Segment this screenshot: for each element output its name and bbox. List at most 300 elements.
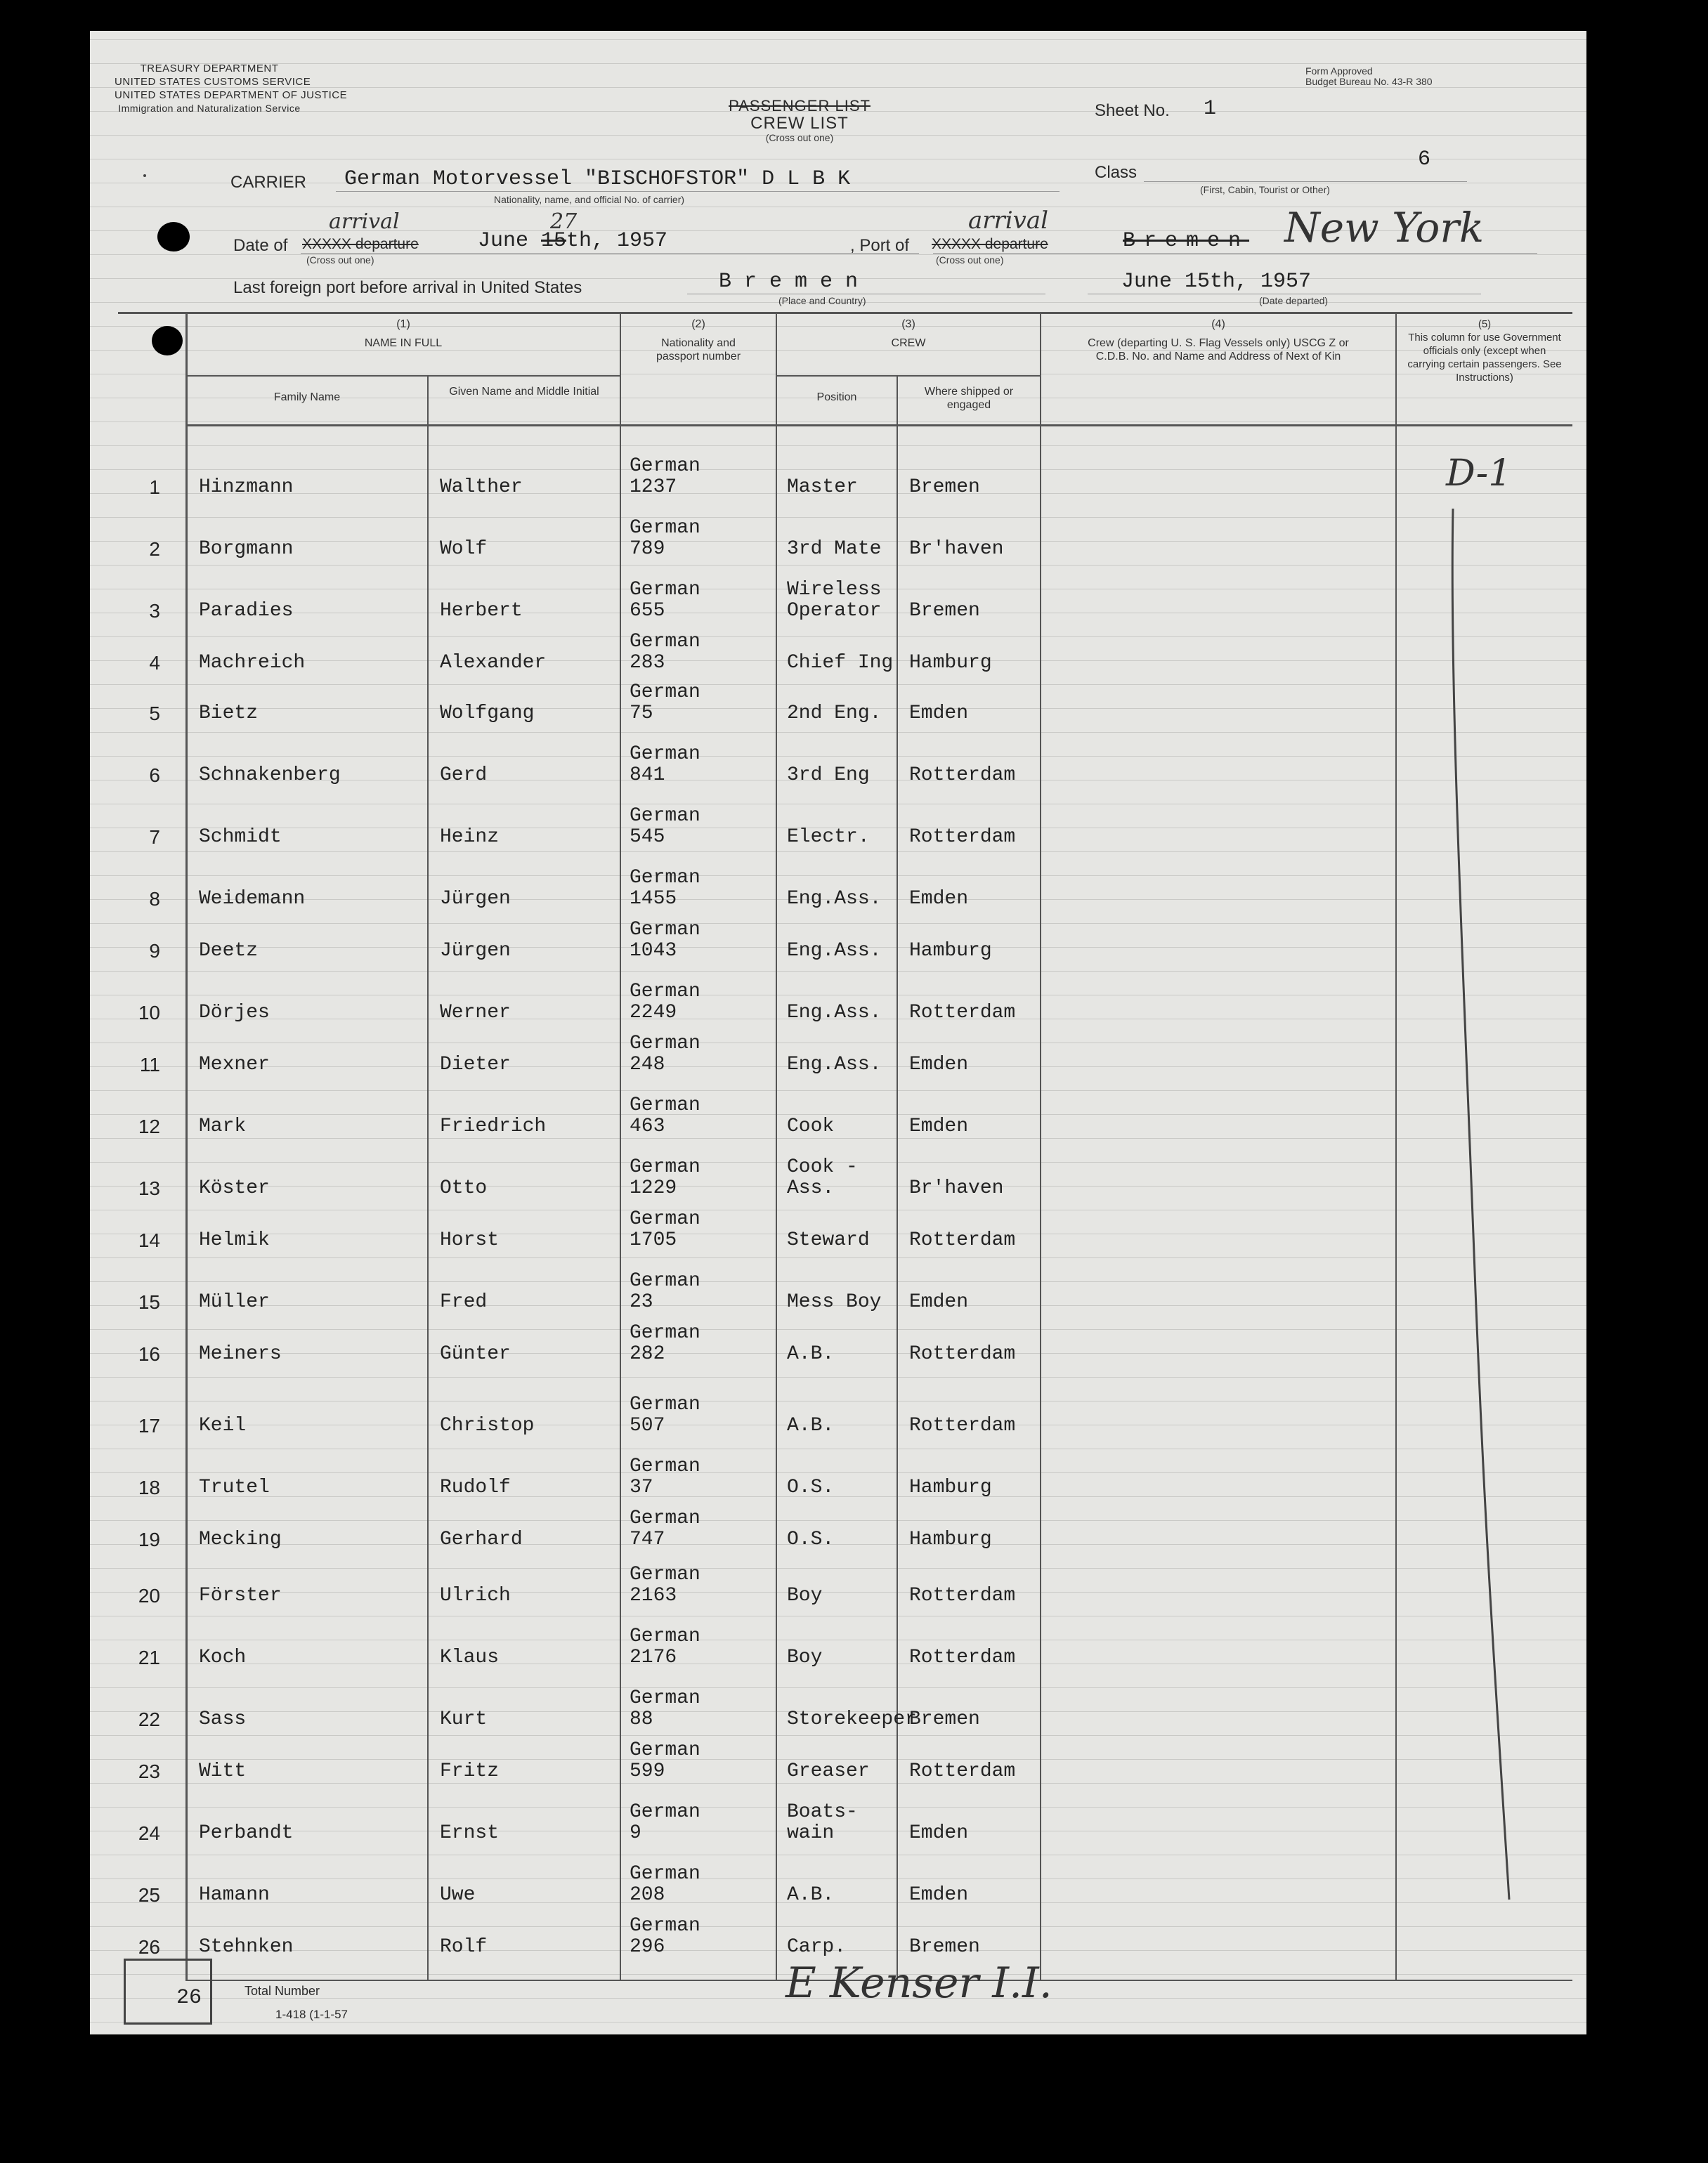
family-name: Keil — [199, 1415, 247, 1437]
port-departure-struck: XXXXX departure — [932, 236, 1048, 252]
nationality: German — [630, 867, 700, 889]
passport-number: 2176 — [630, 1647, 677, 1668]
agency-line: Immigration and Naturalization Service — [118, 103, 301, 114]
ruled-line — [90, 1759, 1586, 1760]
passport-number: 208 — [630, 1884, 665, 1906]
where-shipped: Hamburg — [909, 940, 992, 962]
nationality: German — [630, 517, 700, 539]
given-name: Walther — [440, 476, 523, 498]
position: Storekeeper — [787, 1708, 917, 1730]
where-shipped: Rotterdam — [909, 1415, 1016, 1437]
nationality: German — [630, 631, 700, 653]
date-day-handwritten: 27 — [550, 209, 578, 234]
ruled-line — [90, 1329, 1586, 1330]
col-border — [776, 312, 777, 1981]
row-number: 25 — [138, 1884, 160, 1906]
agency-line: TREASURY DEPARTMENT — [140, 63, 279, 74]
form-number: 1-418 (1-1-57 — [275, 2008, 348, 2021]
position: Cook - — [787, 1156, 858, 1178]
ruled-line — [90, 1377, 1586, 1378]
carrier-value: German Motorvessel "BISCHOFSTOR" D L B K — [344, 167, 851, 191]
row-number: 13 — [138, 1177, 160, 1199]
family-name-header: Family Name — [273, 391, 341, 403]
nationality: German — [630, 579, 700, 601]
row-number: 24 — [138, 1822, 160, 1844]
given-name: Klaus — [440, 1647, 500, 1668]
position: O.S. — [787, 1529, 835, 1550]
position: A.B. — [787, 1415, 835, 1437]
carrier-label: CARRIER — [230, 173, 307, 192]
passport-number: 2249 — [630, 1002, 677, 1024]
ruled-line — [90, 875, 1586, 876]
ruled-line — [90, 565, 1586, 566]
family-name: Schnakenberg — [199, 764, 341, 786]
passport-number: 1229 — [630, 1177, 677, 1199]
given-name: Rolf — [440, 1936, 488, 1958]
budget-bureau: Budget Bureau No. 43-R 380 — [1305, 76, 1433, 87]
row-number: 23 — [138, 1760, 160, 1782]
family-name: Helmik — [199, 1229, 270, 1251]
row-number: 11 — [139, 1054, 160, 1076]
col2-title: Nationality and passport number — [656, 337, 741, 362]
row-number: 3 — [149, 600, 160, 622]
last-port-value: B r e m e n — [719, 270, 859, 294]
passport-number: 75 — [630, 703, 653, 724]
date-year: th, 1957 — [566, 229, 668, 253]
nationality: German — [630, 1863, 700, 1885]
date-month: June — [478, 229, 542, 253]
total-value: 26 — [176, 1986, 202, 2010]
nationality: German — [630, 1270, 700, 1292]
ruled-line — [90, 1353, 1586, 1354]
nationality: German — [630, 805, 700, 827]
position: Eng.Ass. — [787, 1002, 882, 1024]
family-name: Machreich — [199, 652, 306, 674]
family-name: Bietz — [199, 703, 259, 724]
family-name: Koch — [199, 1647, 247, 1668]
last-port-hint: (Place and Country) — [778, 295, 866, 306]
row-number: 14 — [138, 1229, 160, 1251]
family-name: Weidemann — [199, 888, 306, 910]
crew-list-title: CREW LIST — [750, 114, 849, 133]
position: Chief Ing — [787, 652, 894, 674]
where-shipped: Rotterdam — [909, 1343, 1016, 1365]
family-name: Perbandt — [199, 1822, 294, 1844]
where-shipped: Br'haven — [909, 1177, 1004, 1199]
where-shipped: Hamburg — [909, 1529, 992, 1550]
row-number: 16 — [138, 1343, 160, 1365]
passport-number: 1455 — [630, 888, 677, 910]
where-shipped: Rotterdam — [909, 1229, 1016, 1251]
position: Boy — [787, 1585, 823, 1607]
where-shipped: Emden — [909, 1116, 969, 1137]
col-border — [1040, 312, 1041, 1981]
row-number: 15 — [138, 1291, 160, 1313]
nationality: German — [630, 455, 700, 477]
where-shipped: Emden — [909, 1054, 969, 1076]
ruled-line — [90, 1687, 1586, 1688]
family-name: Witt — [199, 1760, 247, 1782]
given-name: Friedrich — [440, 1116, 547, 1137]
where-shipped: Rotterdam — [909, 1647, 1016, 1668]
position: Eng.Ass. — [787, 1054, 882, 1076]
passport-number: 1237 — [630, 476, 677, 498]
row-number: 8 — [149, 888, 160, 910]
ruled-line — [90, 1257, 1586, 1258]
family-name: Deetz — [199, 940, 259, 962]
col5-title: This column for use Government officials only (except when carrying certain passengers. See Instructions) — [1407, 332, 1562, 384]
family-name: Meiners — [199, 1343, 282, 1365]
ruled-line — [90, 636, 1586, 637]
given-name: Günter — [440, 1343, 511, 1365]
form-approved-block — [1305, 66, 1433, 87]
nationality: German — [630, 981, 700, 1002]
position: Boy — [787, 1647, 823, 1668]
col1-header — [187, 318, 620, 350]
given-name: Gerd — [440, 764, 488, 786]
total-box — [124, 1959, 212, 2025]
given-name: Gerhard — [440, 1529, 523, 1550]
family-name: Sass — [199, 1708, 247, 1730]
row-number: 22 — [138, 1708, 160, 1730]
class-value: 6 — [1418, 148, 1431, 171]
date-day-struck: 15 — [541, 229, 567, 253]
given-name: Wolf — [440, 538, 488, 560]
where-shipped: Rotterdam — [909, 826, 1016, 848]
punch-hole — [157, 222, 190, 251]
port-handwritten-value: New York — [1284, 204, 1485, 251]
ruled-line — [90, 1114, 1586, 1115]
position: Carp. — [787, 1936, 847, 1958]
position: Boats- — [787, 1801, 858, 1823]
passport-number: 1705 — [630, 1229, 677, 1251]
position: Steward — [787, 1229, 870, 1251]
position-line2: wain — [787, 1822, 835, 1844]
where-shipped: Rotterdam — [909, 764, 1016, 786]
nationality: German — [630, 1456, 700, 1477]
passport-number: 463 — [630, 1116, 665, 1137]
family-name: Schmidt — [199, 826, 282, 848]
family-name: Mexner — [199, 1054, 270, 1076]
row-number: 1 — [149, 476, 160, 498]
position: Greaser — [787, 1760, 870, 1782]
row-number: 2 — [149, 538, 160, 560]
given-name: Kurt — [440, 1708, 488, 1730]
date-departed-hint: (Date departed) — [1259, 295, 1329, 306]
given-name: Dieter — [440, 1054, 511, 1076]
col5-header — [1397, 318, 1572, 384]
col-border — [427, 375, 429, 1981]
passport-number: 282 — [630, 1343, 665, 1365]
passport-number: 9 — [630, 1822, 641, 1844]
position: Wireless — [787, 579, 882, 601]
family-name: Stehnken — [199, 1936, 294, 1958]
ruled-line — [90, 1568, 1586, 1569]
date-cross-hint: (Cross out one) — [306, 254, 374, 266]
class-label: Class — [1095, 163, 1137, 182]
nationality: German — [630, 1915, 700, 1937]
passport-number: 747 — [630, 1529, 665, 1550]
nationality: German — [630, 1094, 700, 1116]
where-shipped: Emden — [909, 1884, 969, 1906]
ruled-line — [90, 1281, 1586, 1282]
position: Eng.Ass. — [787, 888, 882, 910]
given-name: Wolfgang — [440, 703, 535, 724]
given-name: Alexander — [440, 652, 547, 674]
where-shipped: Emden — [909, 888, 969, 910]
list-type-block — [708, 97, 891, 143]
ruled-line — [90, 1496, 1586, 1497]
row-number: 19 — [138, 1529, 160, 1550]
nationality: German — [630, 681, 700, 703]
family-name: Mecking — [199, 1529, 282, 1550]
position: A.B. — [787, 1884, 835, 1906]
position: Cook — [787, 1116, 835, 1137]
where-shipped: Rotterdam — [909, 1760, 1016, 1782]
where-shipped: Hamburg — [909, 652, 992, 674]
class-underline — [1144, 181, 1467, 182]
nationality: German — [630, 919, 700, 941]
col3-subheader-border — [777, 375, 1040, 377]
carrier-underline — [336, 191, 1060, 192]
col1-subheader-border — [187, 375, 620, 377]
ruled-line — [90, 923, 1586, 924]
position: O.S. — [787, 1477, 835, 1498]
ruled-line — [90, 1902, 1586, 1903]
passport-number: 283 — [630, 652, 665, 674]
col4-number: (4) — [1211, 318, 1225, 330]
ruled-line — [90, 63, 1586, 64]
nationality: German — [630, 1208, 700, 1230]
sheet-number: 1 — [1204, 97, 1217, 121]
port-arrival-handwritten: arrival — [968, 207, 1049, 235]
row-number: 4 — [149, 652, 160, 674]
where-shipped: Br'haven — [909, 538, 1004, 560]
position: A.B. — [787, 1343, 835, 1365]
family-name: Dörjes — [199, 1002, 270, 1024]
where-shipped: Rotterdam — [909, 1002, 1016, 1024]
class-hint: (First, Cabin, Tourist or Other) — [1200, 184, 1330, 195]
family-name: Förster — [199, 1585, 282, 1607]
given-name-header: Given Name and Middle Initial — [449, 386, 599, 398]
col4-title: Crew (departing U. S. Flag Vessels only) USCG Z or C.D.B. No. and Name and Address of Next of Kin — [1088, 337, 1349, 362]
dot-mark — [143, 174, 146, 177]
family-name: Müller — [199, 1291, 270, 1313]
ruled-line — [90, 1783, 1586, 1784]
date-underline — [301, 253, 919, 254]
passport-number: 789 — [630, 538, 665, 560]
ruled-line — [90, 1472, 1586, 1473]
ruled-line — [90, 851, 1586, 852]
col2-header — [621, 318, 776, 363]
nationality: German — [630, 1801, 700, 1823]
signature: E Kenser I.I. — [785, 1959, 1052, 2008]
col4-header — [1041, 318, 1395, 363]
table-top-border — [118, 312, 1572, 314]
port-label: , Port of — [850, 236, 910, 255]
ruled-line — [90, 1735, 1586, 1736]
position: Mess Boy — [787, 1291, 882, 1313]
crew-list-form — [90, 31, 1586, 2034]
given-name: Jürgen — [440, 940, 511, 962]
given-name: Jürgen — [440, 888, 511, 910]
ruled-line — [90, 1090, 1586, 1091]
port-underline — [933, 253, 1537, 254]
col1-title: NAME IN FULL — [364, 337, 443, 349]
col2-number: (2) — [691, 318, 705, 330]
shipped-header: Where shipped or engaged — [924, 386, 1014, 411]
family-name: Hinzmann — [199, 476, 294, 498]
nationality: German — [630, 1394, 700, 1416]
given-name: Herbert — [440, 600, 523, 622]
date-arrival-handwritten: arrival — [329, 209, 400, 234]
nationality: German — [630, 1322, 700, 1344]
sheet-label: Sheet No. — [1095, 101, 1170, 120]
col3-title: CREW — [891, 337, 926, 349]
row-number: 7 — [149, 826, 160, 848]
family-name: Trutel — [199, 1477, 270, 1498]
given-name: Otto — [440, 1177, 488, 1199]
ruled-line — [90, 732, 1586, 733]
row-number: 12 — [138, 1116, 160, 1137]
nationality: German — [630, 1156, 700, 1178]
passport-number: 248 — [630, 1054, 665, 1076]
where-shipped: Rotterdam — [909, 1585, 1016, 1607]
col5-number: (5) — [1478, 318, 1492, 330]
family-name: Hamann — [199, 1884, 270, 1906]
nationality: German — [630, 743, 700, 765]
col-border — [897, 375, 898, 1981]
family-name: Borgmann — [199, 538, 294, 560]
ruled-line — [90, 1926, 1586, 1927]
nationality: German — [630, 1626, 700, 1647]
position: Electr. — [787, 826, 870, 848]
passport-number: 545 — [630, 826, 665, 848]
given-name: Fred — [440, 1291, 488, 1313]
col3-header — [777, 318, 1040, 350]
ruled-line — [90, 1520, 1586, 1521]
row-number: 20 — [138, 1585, 160, 1607]
given-name: Horst — [440, 1229, 500, 1251]
port-typed-struck: Bremen — [1123, 229, 1250, 253]
ruled-line — [90, 1878, 1586, 1879]
given-name: Werner — [440, 1002, 511, 1024]
col-border — [185, 312, 188, 1981]
position-line2: Operator — [787, 600, 882, 622]
ruled-line — [90, 1138, 1586, 1139]
ruled-line — [90, 684, 1586, 685]
row-number: 18 — [138, 1477, 160, 1498]
passport-number: 2163 — [630, 1585, 677, 1607]
passport-number: 23 — [630, 1291, 653, 1313]
where-shipped: Bremen — [909, 476, 980, 498]
given-name: Heinz — [440, 826, 500, 848]
where-shipped: Emden — [909, 1291, 969, 1313]
position: 3rd Mate — [787, 538, 882, 560]
passport-number: 37 — [630, 1477, 653, 1498]
ruled-line — [90, 971, 1586, 972]
total-label: Total Number — [245, 1984, 320, 1998]
given-name: Ulrich — [440, 1585, 511, 1607]
passport-number: 841 — [630, 764, 665, 786]
where-shipped: Emden — [909, 1822, 969, 1844]
ruled-line — [90, 517, 1586, 518]
annotation-line — [1397, 481, 1572, 1956]
family-name: Paradies — [199, 600, 294, 622]
nationality: German — [630, 1033, 700, 1054]
row-number: 21 — [138, 1647, 160, 1668]
nationality: German — [630, 1687, 700, 1709]
position: Eng.Ass. — [787, 940, 882, 962]
position-line2: Ass. — [787, 1177, 835, 1199]
row-number: 26 — [138, 1936, 160, 1958]
row-number: 10 — [138, 1002, 160, 1024]
row-number: 5 — [149, 703, 160, 724]
ruled-line — [90, 1592, 1586, 1593]
where-shipped: Emden — [909, 703, 969, 724]
date-label: Date of — [233, 236, 288, 255]
passport-number: 1043 — [630, 940, 677, 962]
given-name: Fritz — [440, 1760, 500, 1782]
where-shipped: Bremen — [909, 1936, 980, 1958]
nationality: German — [630, 1564, 700, 1586]
position: 2nd Eng. — [787, 703, 882, 724]
passport-number: 296 — [630, 1936, 665, 1958]
ruled-line — [90, 1186, 1586, 1187]
ruled-line — [90, 39, 1586, 40]
col3-number: (3) — [901, 318, 915, 330]
carrier-hint: Nationality, name, and official No. of carrier) — [494, 194, 685, 205]
given-name: Christop — [440, 1415, 535, 1437]
passport-number: 655 — [630, 600, 665, 622]
passport-number: 507 — [630, 1415, 665, 1437]
ruled-line — [90, 87, 1586, 88]
date-departed-value: June 15th, 1957 — [1121, 270, 1312, 294]
family-name: Köster — [199, 1177, 270, 1199]
form-approved: Form Approved — [1305, 65, 1373, 77]
cross-out-hint: (Cross out one) — [765, 132, 834, 143]
agency-header — [115, 62, 348, 115]
passenger-list-struck: PASSENGER LIST — [729, 97, 871, 115]
port-cross-hint: (Cross out one) — [936, 254, 1004, 266]
nationality: German — [630, 1508, 700, 1529]
row-number: 17 — [138, 1415, 160, 1437]
where-shipped: Bremen — [909, 600, 980, 622]
given-name: Ernst — [440, 1822, 500, 1844]
row-number: 9 — [149, 940, 160, 962]
agency-line: UNITED STATES CUSTOMS SERVICE — [115, 76, 311, 88]
punch-hole — [152, 326, 183, 355]
given-name: Rudolf — [440, 1477, 511, 1498]
position: Master — [787, 476, 858, 498]
given-name: Uwe — [440, 1884, 476, 1906]
passport-number: 599 — [630, 1760, 665, 1782]
row-number: 6 — [149, 764, 160, 786]
passport-number: 88 — [630, 1708, 653, 1730]
nationality: German — [630, 1739, 700, 1761]
ruled-line — [90, 445, 1586, 446]
annotation-d1: D-1 — [1446, 452, 1512, 495]
where-shipped: Hamburg — [909, 1477, 992, 1498]
family-name: Mark — [199, 1116, 247, 1137]
ruled-line — [90, 469, 1586, 470]
position: 3rd Eng — [787, 764, 870, 786]
col1-number: (1) — [396, 318, 410, 330]
col-border — [620, 312, 621, 1981]
where-shipped: Bremen — [909, 1708, 980, 1730]
agency-line: UNITED STATES DEPARTMENT OF JUSTICE — [115, 89, 348, 101]
header-bottom-border — [185, 424, 1572, 426]
